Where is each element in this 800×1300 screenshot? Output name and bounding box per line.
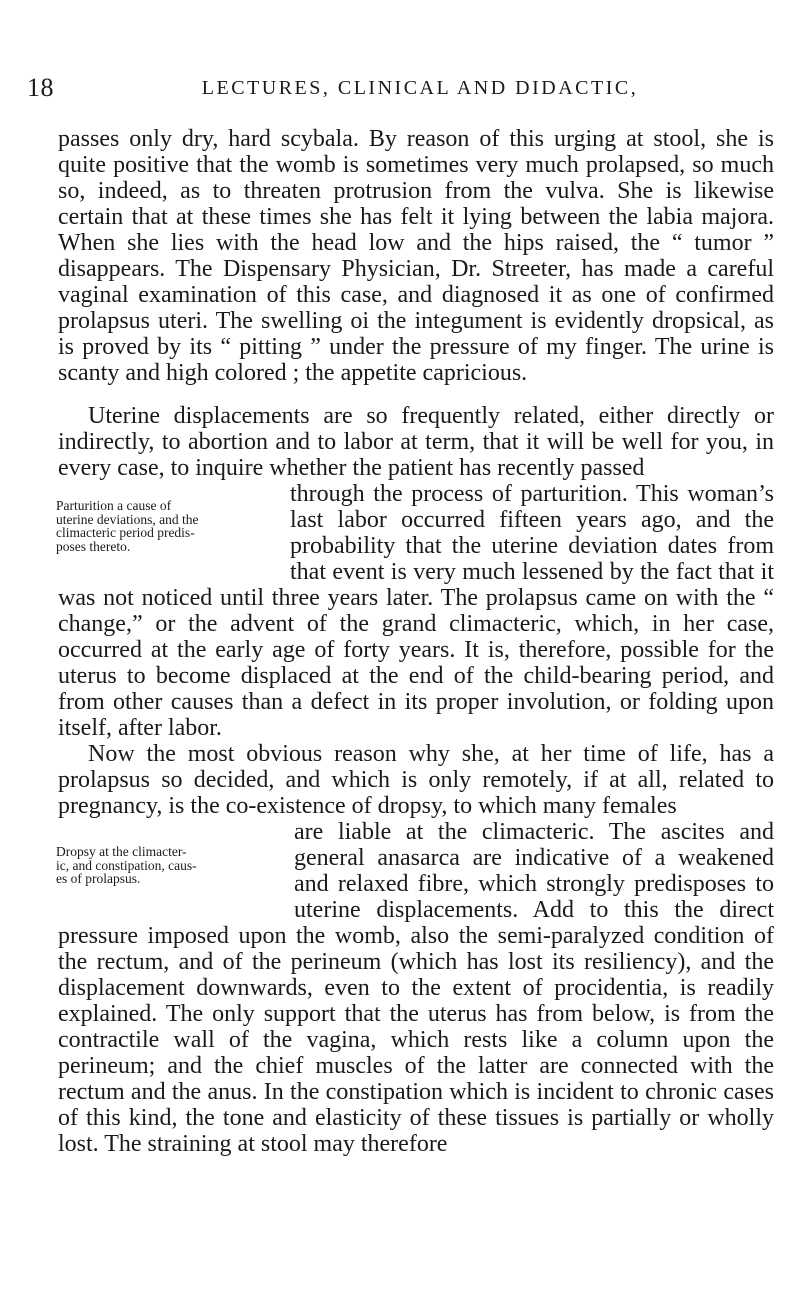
- paragraph-2-continued: through the process of parturition. This woman’s last labor occurred fifteen years ago, and the probability that the uterine deviation dates from that event is very much lessened by the fact that it was not noticed until three years later. The prolapsus came on with the “ change,” or the advent of the grand climacteric, which, in her case, occurred at the early age of forty years. It is, therefore, possible for the uterus to become displaced at the end of the child-bearing period, and from other causes than a defect in its proper involution, or folding upon itself, after labor.: [58, 481, 774, 741]
- paragraph-3-continued: are liable at the climacteric. The ascites and general anasarca are indicative of a weakened and relaxed fibre, which strongly predisposes to uterine displacements. Add to this the direct pressure imposed upon the womb, also the semi-paralyzed condition of the rectum, and of the perineum (which has lost its resiliency), and the displacement downwards, even to the extent of procidentia, is readily explained. The only support that the uterus has from below, is from the contractile wall of the vagina, which rests like a column upon the perineum; and the chief muscles of the latter are connected with the rectum and the anus. In the constipation which is incident to chronic cases of this kind, the tone and elasticity of these tissues is partially or wholly lost. The straining at stool may therefore: [58, 819, 774, 1157]
- sidenote-parturition: [56, 481, 274, 565]
- sidenote-line: uterine deviations, and the: [56, 511, 199, 527]
- page-body: [58, 126, 774, 1157]
- sidenote-line: Dropsy at the climacter-: [56, 844, 187, 859]
- paragraph-2-opening: Uterine displacements are so frequently related, either directly or indirectly, to abortion and to labor at term, that it will be well for you, in every case, to inquire whether the patient has recently passed: [58, 403, 774, 481]
- running-title: LECTURES, CLINICAL AND DIDACTIC,: [201, 77, 639, 99]
- paragraph-3-opening: Now the most obvious reason why she, at her time of life, has a prolapsus so decided, and which is only remotely, if at all, related to pregnancy, is the co-existence of dropsy, to which many females: [58, 741, 774, 819]
- sidenote-line: Parturition a cause of: [56, 498, 172, 513]
- sidenote-dropsy: [56, 819, 278, 899]
- paragraph-1: passes only dry, hard scybala. By reason of this urging at stool, she is quite positive that the womb is sometimes very much prolapsed, so much so, indeed, as to threaten protrusion from the vulva. She is likewise certain that at these times she has felt it lying between the labia majora. When she lies with the head low and the hips raised, the “ tumor ” disappears. The Dispensary Physician, Dr. Streeter, has made a careful vaginal examination of this case, and diagnosed it as one of confirmed prolapsus uteri. The swelling oi the integument is evidently dropsical, as is proved by its “ pitting ” under the pressure of my finger. The urine is scanty and high colored ; the appetite capricious.: [58, 126, 774, 386]
- sidenote-line: es of prolapsus.: [56, 871, 141, 886]
- sidenote-line: ic, and constipation, caus-: [56, 857, 197, 873]
- page-number: 18: [27, 73, 54, 102]
- sidenote-line: poses thereto.: [56, 538, 131, 554]
- sidenote-line: climacteric period predis-: [56, 525, 195, 540]
